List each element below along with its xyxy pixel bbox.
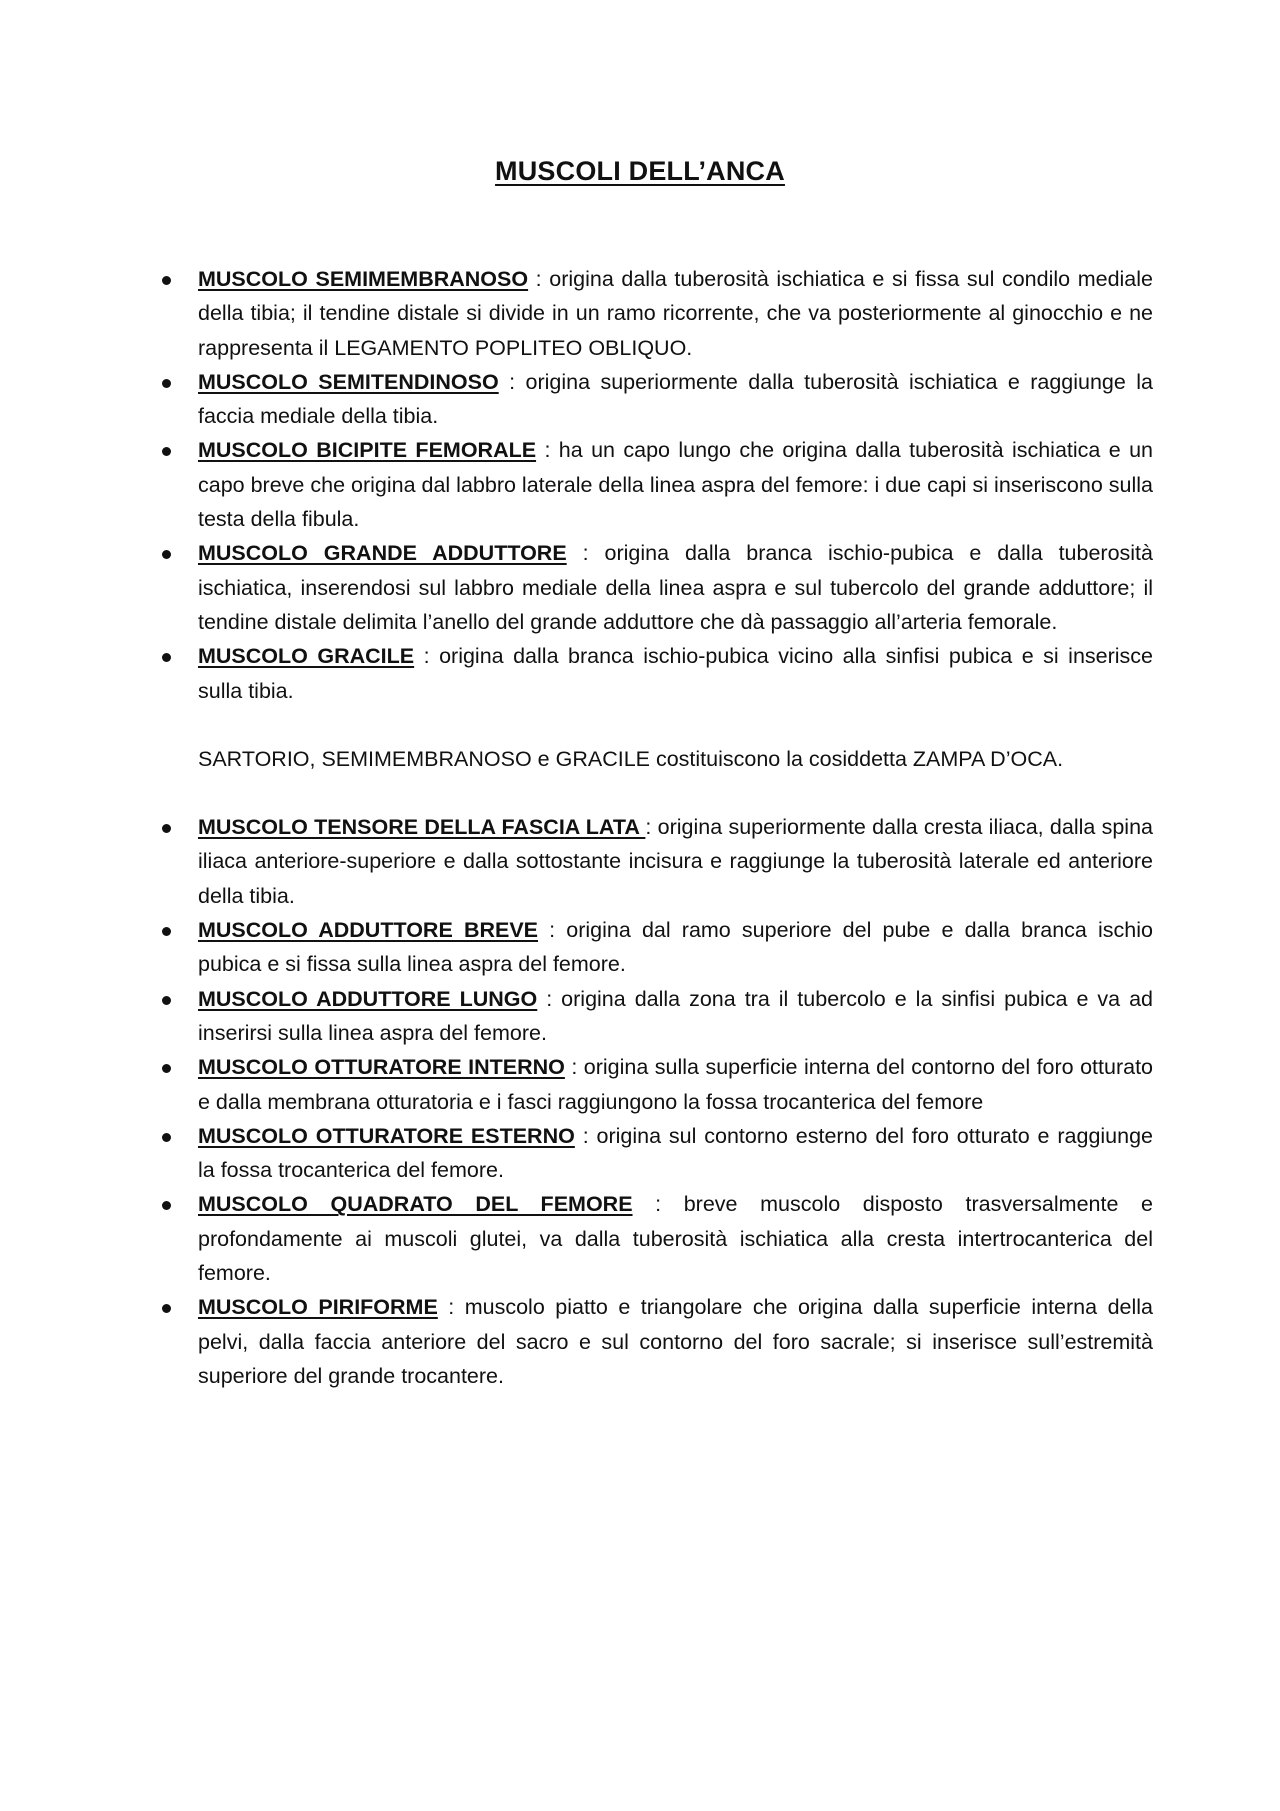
muscle-description: : origina dalla branca ischio-pubica vicino alla sinfisi pubica e si inserisce sulla tibia. bbox=[198, 644, 1153, 703]
list-item bbox=[198, 433, 1153, 536]
list-item bbox=[198, 639, 1153, 708]
document-body bbox=[198, 262, 1153, 1393]
muscle-name: MUSCOLO QUADRATO DEL FEMORE bbox=[198, 1192, 633, 1217]
muscle-name: MUSCOLO OTTURATORE ESTERNO bbox=[198, 1123, 575, 1148]
muscle-name: MUSCOLO GRANDE ADDUTTORE bbox=[198, 541, 567, 566]
bullet-icon bbox=[162, 379, 171, 388]
muscle-list-group-1 bbox=[198, 262, 1153, 708]
list-item bbox=[198, 913, 1153, 982]
muscle-name: MUSCOLO GRACILE bbox=[198, 644, 415, 669]
muscle-name: MUSCOLO PIRIFORME bbox=[198, 1295, 438, 1320]
list-item bbox=[198, 536, 1153, 639]
zampa-doca-note: SARTORIO, SEMIMEMBRANOSO e GRACILE costituiscono la cosiddetta ZAMPA D’OCA. bbox=[198, 746, 1064, 771]
list-item bbox=[198, 1290, 1153, 1393]
muscle-list-group-2 bbox=[198, 810, 1153, 1393]
bullet-icon bbox=[162, 927, 171, 936]
muscle-description: : ha un capo lungo che origina dalla tuberosità ischiatica e un capo breve che origina dal labbro laterale della linea aspra del femore: i due capi si inseriscono sulla testa della fibula. bbox=[198, 438, 1153, 532]
list-item bbox=[198, 262, 1153, 365]
muscle-description: : origina sulla superficie interna del contorno del foro otturato e dalla membrana otturatoria e i fasci raggiungono la fossa trocanterica del femore bbox=[198, 1055, 1154, 1114]
muscle-name: MUSCOLO TENSORE DELLA FASCIA LATA bbox=[198, 815, 646, 840]
muscle-description: : origina dalla zona tra il tubercolo e la sinfisi pubica e va ad inserirsi sulla linea aspra del femore. bbox=[198, 986, 1153, 1045]
muscle-description: : origina superiormente dalla cresta iliaca, dalla spina iliaca anteriore-superiore e dalla sottostante incisura e raggiunge la tuberosità laterale ed anteriore della tibia. bbox=[198, 815, 1153, 908]
bullet-icon bbox=[162, 996, 171, 1005]
list-item bbox=[198, 810, 1153, 913]
bullet-icon bbox=[162, 1064, 171, 1073]
page-title: MUSCOLI DELL’ANCA bbox=[495, 156, 785, 186]
bullet-icon bbox=[162, 1201, 171, 1210]
muscle-name: MUSCOLO ADDUTTORE BREVE bbox=[198, 918, 539, 943]
muscle-description: : origina sul contorno esterno del foro otturato e raggiunge la fossa trocanterica del femore. bbox=[198, 1123, 1154, 1183]
muscle-description: : origina dalla tuberosità ischiatica e si fissa sul condilo mediale della tibia; il tendine distale si divide in un ramo ricorrente, che va posteriormente al ginocchio e ne rappresenta il LEGAMENTO POPLITEO OBLIQUO. bbox=[198, 267, 1153, 360]
list-item bbox=[198, 1050, 1153, 1119]
muscle-description: : origina dalla branca ischio-pubica e dalla tuberosità ischiatica, inserendosi sul labbro mediale della linea aspra e sul tubercolo del grande adduttore; il tendine distale delimita l’anello del grande adduttore che dà passaggio all’arteria femorale. bbox=[198, 541, 1153, 634]
muscle-name: MUSCOLO OTTURATORE INTERNO bbox=[198, 1055, 565, 1080]
muscle-name: MUSCOLO SEMIMEMBRANOSO bbox=[198, 267, 529, 291]
muscle-description: : origina superiormente dalla tuberosità ischiatica e raggiunge la faccia mediale della tibia. bbox=[198, 369, 1153, 429]
bullet-icon bbox=[162, 1304, 171, 1313]
muscle-name: MUSCOLO SEMITENDINOSO bbox=[198, 369, 499, 394]
bullet-icon bbox=[162, 653, 171, 662]
muscle-name: MUSCOLO BICIPITE FEMORALE bbox=[198, 438, 537, 463]
bullet-icon bbox=[162, 276, 171, 285]
list-item bbox=[198, 1187, 1153, 1290]
list-item bbox=[198, 1119, 1153, 1188]
list-item bbox=[198, 982, 1153, 1051]
muscle-description: : breve muscolo disposto trasversalmente e profondamente ai muscoli glutei, va dalla tuberosità ischiatica alla cresta intertrocanterica del femore. bbox=[198, 1192, 1153, 1286]
muscle-description: : muscolo piatto e triangolare che origina dalla superficie interna della pelvi, dalla faccia anteriore del sacro e sul contorno del foro sacrale; si inserisce sull’estremità superiore del grande trocantere. bbox=[198, 1295, 1153, 1388]
list-item bbox=[198, 365, 1153, 434]
bullet-icon bbox=[162, 550, 171, 559]
muscle-name: MUSCOLO ADDUTTORE LUNGO bbox=[198, 986, 538, 1011]
muscle-description: : origina dal ramo superiore del pube e dalla branca ischio pubica e si fissa sulla linea aspra del femore. bbox=[198, 918, 1153, 977]
bullet-icon bbox=[162, 447, 171, 456]
bullet-icon bbox=[162, 1133, 171, 1142]
bullet-icon bbox=[162, 824, 171, 833]
